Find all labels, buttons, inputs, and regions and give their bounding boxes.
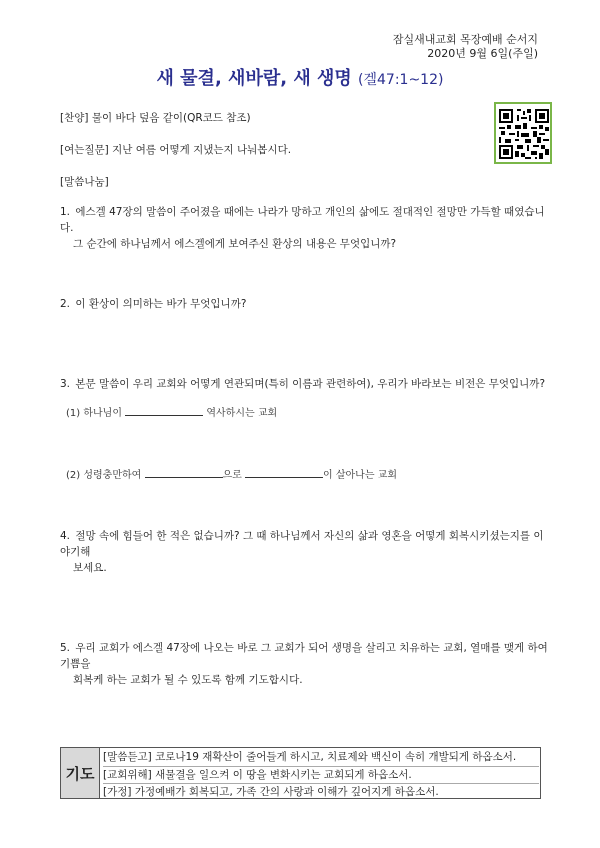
question-text: 본문 말씀이 우리 교회와 어떻게 연관되며(특히 이름과 관련하여), 우리가 바라보는 비전은 무엇입니까? <box>75 378 546 390</box>
prayer-item: [교회위해] 새물결을 일으켜 이 땅을 변화시키는 교회되게 하옵소서. <box>103 767 539 785</box>
question-text: 절망 속에 힘들어 한 적은 없습니까? 그 때 하나님께서 자신의 삶과 영혼을 어떻게 회복시키셨는지를 이야기해 <box>60 530 544 558</box>
opening-text: 지난 여름 어떻게 지냈는지 나눠봅시다. <box>108 144 292 156</box>
header-date: 2020년 9월 6일(주일) <box>427 47 538 60</box>
question-5 <box>60 640 550 688</box>
prayer-item: [가정] 가정예배가 회복되고, 가족 간의 사랑과 이해가 깊어지게 하옵소서. <box>103 786 439 798</box>
blank-line[interactable] <box>125 405 203 416</box>
question-num: 3. <box>60 378 71 390</box>
sharing-tag: [말씀나눔] <box>60 176 109 188</box>
sub-pre: 성령충만하여 <box>80 470 145 481</box>
prayer-lines <box>103 749 539 801</box>
sub-question-2 <box>66 466 397 481</box>
blank-line[interactable] <box>145 467 223 478</box>
sub-num: (2) <box>66 470 81 481</box>
question-text: 에스겔 47장의 말씀이 주어졌을 때에는 나라가 망하고 개인의 삶에도 절대적인 절망만 가득할 때였습니다. <box>60 206 545 234</box>
title-main: 새 물결, 새바람, 새 생명 <box>156 68 352 89</box>
page-title <box>0 64 600 90</box>
question-1 <box>60 204 550 252</box>
prayer-label: 기도 <box>61 748 100 798</box>
question-3 <box>60 376 550 392</box>
qr-code-icon[interactable] <box>494 102 552 164</box>
prayer-box <box>60 747 541 799</box>
question-2 <box>60 296 550 312</box>
prayer-item: [말씀듣고] 코로나19 재확산이 줄어들게 하시고, 치료제와 백신이 속히 개발되게 하옵소서. <box>103 749 539 767</box>
sub-pre: 하나님이 <box>80 408 126 419</box>
sub-mid: 으로 <box>222 470 245 481</box>
question-num: 2. <box>60 298 71 310</box>
question-num: 1. <box>60 206 71 218</box>
title-ref: (겔47:1~12) <box>358 72 444 88</box>
sub-post: 이 살아나는 교회 <box>323 470 397 481</box>
question-text-cont: 그 순간에 하나님께서 에스겔에게 보여주신 환상의 내용은 무엇입니까? <box>73 238 397 250</box>
praise-text: 물이 바다 덮음 같이(QR코드 참조) <box>88 112 251 124</box>
opening-tag: [여는질문] <box>60 144 109 156</box>
question-num: 4. <box>60 530 71 542</box>
sub-num: (1) <box>66 408 81 419</box>
praise-tag: [찬양] <box>60 112 89 124</box>
question-text-cont: 보세요. <box>73 562 107 574</box>
blank-line[interactable] <box>245 467 323 478</box>
sub-post: 역사하시는 교회 <box>203 408 278 419</box>
header-church: 잠실새내교회 목장예배 순서지 <box>392 33 538 46</box>
sub-question-1 <box>66 404 277 419</box>
question-text-cont: 회복케 하는 교회가 될 수 있도록 함께 기도합시다. <box>73 674 303 686</box>
opening-question <box>60 142 291 157</box>
praise-line <box>60 110 251 125</box>
question-4 <box>60 528 550 576</box>
question-text: 이 환상이 의미하는 바가 무엇입니까? <box>75 298 247 310</box>
question-text: 우리 교회가 에스겔 47장에 나오는 바로 그 교회가 되어 생명을 살리고 치유하는 교회, 열매를 맺게 하여 기쁨을 <box>60 642 548 670</box>
question-num: 5. <box>60 642 71 654</box>
